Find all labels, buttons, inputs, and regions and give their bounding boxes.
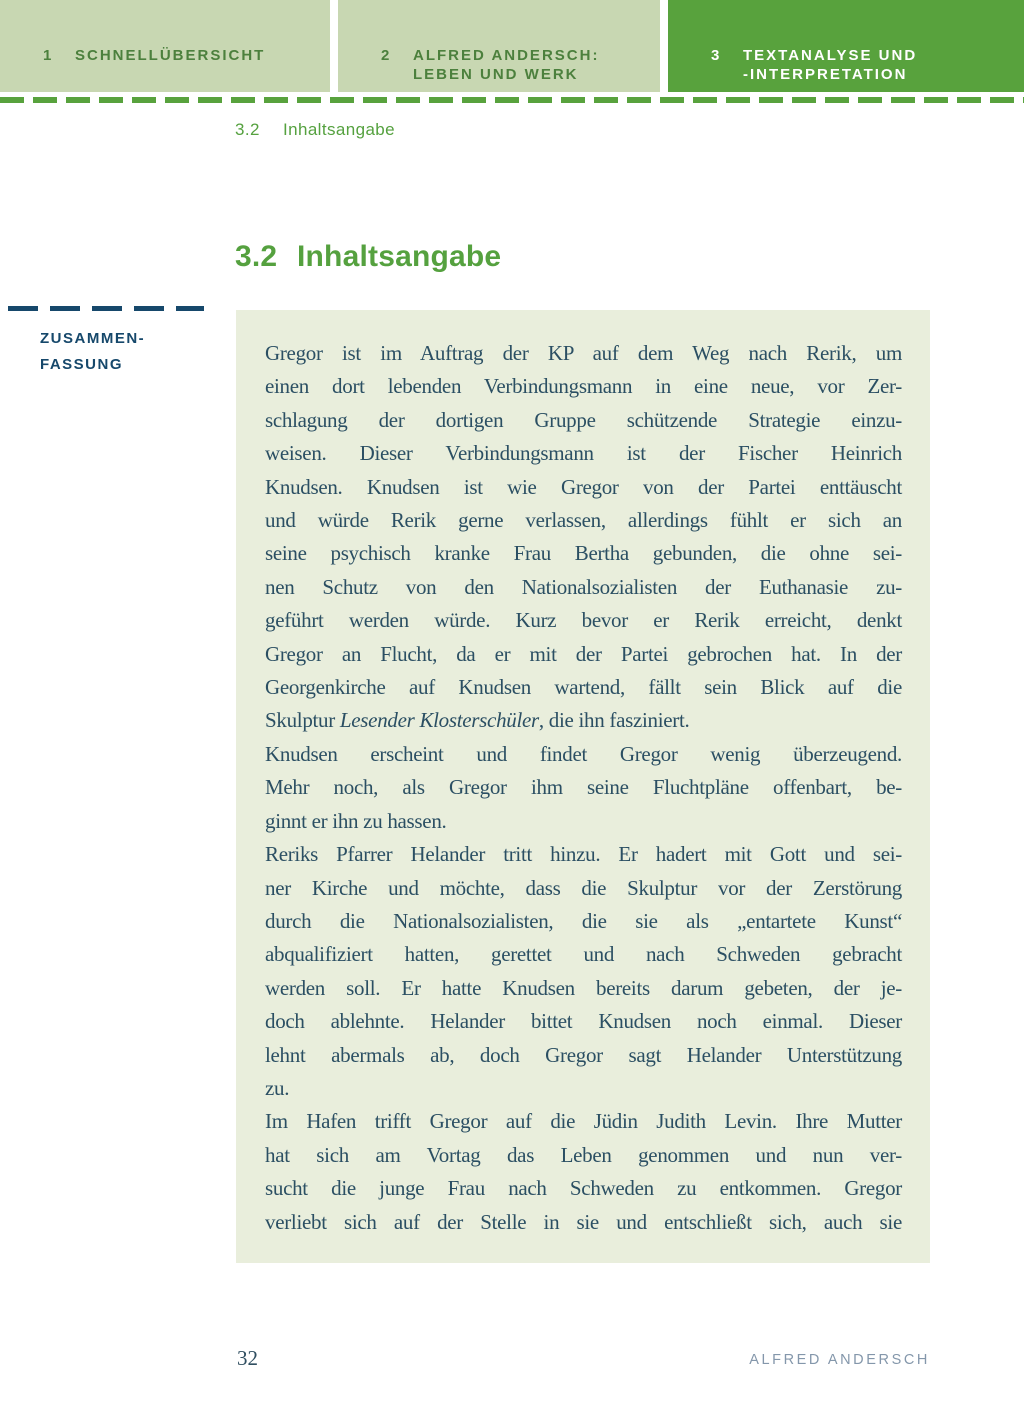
summary-text-line: einen dort lebenden Verbindungsmann in eine neue, vor Zer- bbox=[265, 374, 902, 399]
summary-paragraph bbox=[265, 838, 902, 1105]
tab-label-line: ALFRED ANDERSCH: bbox=[413, 47, 600, 64]
summary-text-line: Knudsen. Knudsen ist wie Gregor von der Partei enttäuscht bbox=[265, 474, 902, 499]
tab-alfred-andersch-leben-und-werk bbox=[338, 0, 660, 92]
summary-text-line: schlagung der dortigen Gruppe schützende Strategie einzu- bbox=[265, 407, 902, 432]
summary-text-line: ner Kirche und möchte, dass die Skulptur vor der Zerstörung bbox=[265, 875, 902, 900]
summary-text-line: werden soll. Er hatte Knudsen bereits darum gebeten, der je- bbox=[265, 975, 902, 1000]
chapter-tabs bbox=[0, 0, 1024, 92]
summary-text-line: nen Schutz von den Nationalsozialisten der Euthanasie zu- bbox=[265, 574, 902, 599]
tab-schnelluebersicht bbox=[0, 0, 330, 92]
summary-text-line: Georgenkirche auf Knudsen wartend, fällt sein Blick auf die bbox=[265, 675, 902, 700]
summary-text-line: Knudsen erscheint und findet Gregor wenig überzeugend. bbox=[265, 741, 902, 766]
breadcrumb bbox=[235, 120, 395, 140]
summary-text-line: weisen. Dieser Verbindungsmann ist der Fischer Heinrich bbox=[265, 441, 902, 466]
tab-label-line: TEXTANALYSE UND bbox=[743, 47, 918, 64]
tab-number: 3 bbox=[711, 47, 722, 64]
page-title-label: Inhaltsangabe bbox=[297, 240, 502, 273]
summary-box bbox=[236, 310, 930, 1263]
dashed-divider-green bbox=[0, 97, 1024, 103]
running-title: ALFRED ANDERSCH bbox=[749, 1352, 930, 1368]
dashed-rule-navy bbox=[8, 306, 204, 311]
summary-text-line: Mehr noch, als Gregor ihm seine Fluchtpläne offenbart, be- bbox=[265, 775, 902, 800]
margin-label-zusammenfassung bbox=[40, 326, 145, 378]
tab-number: 1 bbox=[43, 47, 54, 64]
tab-label bbox=[75, 46, 265, 65]
summary-text-line: geführt werden würde. Kurz bevor er Rerik erreicht, denkt bbox=[265, 608, 902, 633]
tab-label-line: LEBEN UND WERK bbox=[413, 66, 579, 83]
summary-text-line: zu. bbox=[265, 1075, 290, 1100]
summary-text-line: ginnt er ihn zu hassen. bbox=[265, 808, 447, 833]
tab-textanalyse-und-interpretation-active bbox=[668, 0, 1024, 92]
summary-paragraph bbox=[265, 1105, 902, 1239]
summary-text-line: seine psychisch kranke Frau Bertha gebunden, die ohne sei- bbox=[265, 541, 902, 566]
summary-text-line: Skulptur Lesender Klosterschüler, die ihn fasziniert. bbox=[265, 708, 690, 733]
summary-text-line: sucht die junge Frau nach Schweden zu entkommen. Gregor bbox=[265, 1176, 902, 1201]
tab-number: 2 bbox=[381, 47, 392, 64]
summary-text-line: abqualifiziert hatten, gerettet und nach Schweden gebracht bbox=[265, 942, 902, 967]
tab-label-line: -INTERPRETATION bbox=[743, 66, 908, 83]
summary-text-line: verliebt sich auf der Stelle in sie und entschließt sich, auch sie bbox=[265, 1209, 902, 1234]
summary-text-line: Gregor ist im Auftrag der KP auf dem Weg nach Rerik, um bbox=[265, 341, 902, 365]
summary-paragraph bbox=[265, 738, 902, 838]
breadcrumb-section-label: Inhaltsangabe bbox=[283, 120, 396, 139]
summary-text-line: Reriks Pfarrer Helander tritt hinzu. Er hadert mit Gott und sei- bbox=[265, 842, 902, 867]
tab-label bbox=[413, 46, 599, 84]
summary-text-line: durch die Nationalsozialisten, die sie als „entartete Kunst“ bbox=[265, 908, 902, 933]
summary-text-line: Gregor an Flucht, da er mit der Partei gebrochen hat. In der bbox=[265, 641, 902, 666]
summary-text-line: doch ablehnte. Helander bittet Knudsen noch einmal. Dieser bbox=[265, 1009, 902, 1034]
summary-paragraph bbox=[265, 337, 902, 738]
summary-text-line: lehnt abermals ab, doch Gregor sagt Helander Unterstützung bbox=[265, 1042, 902, 1067]
tab-label bbox=[743, 46, 917, 84]
summary-text-line: hat sich am Vortag das Leben genommen und nun ver- bbox=[265, 1142, 902, 1167]
margin-label-line: FASSUNG bbox=[40, 356, 124, 373]
page-number: 32 bbox=[237, 1346, 258, 1370]
summary-text-line: Im Hafen trifft Gregor auf die Jüdin Judith Levin. Ihre Mutter bbox=[265, 1109, 902, 1134]
breadcrumb-section-number: 3.2 bbox=[235, 120, 260, 139]
tab-label-line: SCHNELLÜBERSICHT bbox=[75, 47, 266, 64]
page-title bbox=[235, 240, 501, 274]
page-title-number: 3.2 bbox=[235, 240, 278, 273]
margin-label-line: ZUSAMMEN- bbox=[40, 330, 146, 347]
summary-text-line: und würde Rerik gerne verlassen, allerdings fühlt er sich an bbox=[265, 508, 902, 533]
